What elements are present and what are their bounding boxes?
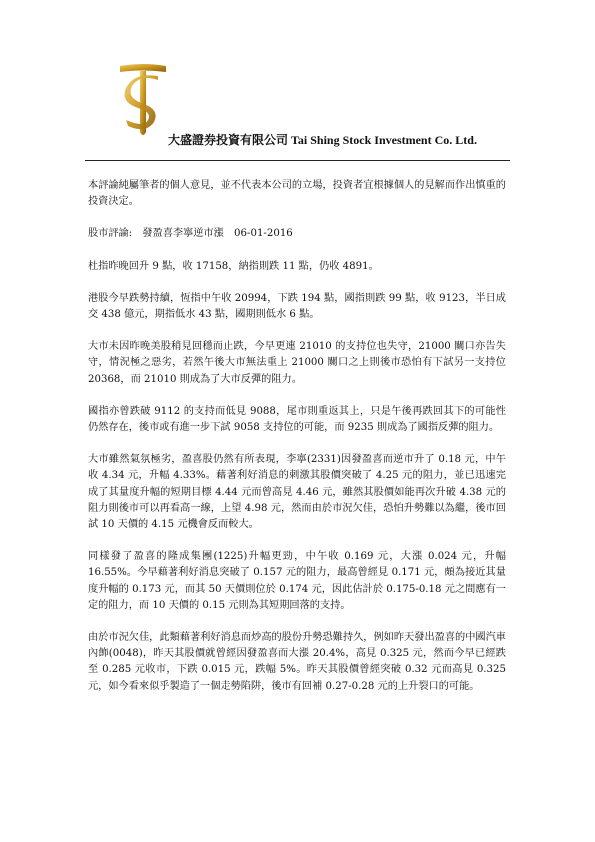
header-divider xyxy=(85,160,510,161)
paragraph: 由於市況欠佳，此類藉著利好消息而炒高的股份升勢恐難持久，例如昨天發出盈喜的中國汽車內飾(0048)，昨天其股價就曾經因發盈喜而大漲 20.4%，高見 0.325 元，然而今早已經跌至 0.285 元收市，下跌 0.015 元，跌幅 5%。昨天其股價曾經突破 0.32 元而高見 0.325 元，如今看來似乎製造了一個走勢陷阱，後市有回補 0.27-0.28 元的上升裂口的可能。 xyxy=(88,632,506,692)
company-name-en: Tai Shing Stock Investment Co. Ltd. xyxy=(291,133,477,147)
paragraph: 港股今早跌勢持續，恆指中午收 20994，下跌 194 點，國指則跌 99 點，收 9123，半日成交 438 億元，期指低水 43 點，國期則低水 6 點。 xyxy=(88,292,506,321)
paragraph: 大市未因昨晚美股稍見回穩而止跌，今早更連 21010 的支持位也失守，21000 關口亦告失守，情況極之惡劣，若然午後大市無法重上 21000 關口之上則後市恐怕有下試另一支持位 20368，而 21010 則成為了大市反彈的阻力。 xyxy=(88,341,506,385)
company-name xyxy=(168,131,477,148)
article-title: 股市評論: 發盈喜李寧逆市漲 06-01-2016 xyxy=(88,228,293,240)
paragraph: 杜指昨晚回升 9 點，收 17158，納指則跌 11 點，仍收 4891。 xyxy=(88,260,379,272)
paragraph: 大市雖然氣氛極劣，盈喜股仍然有所表現，李寧(2331)因發盈喜而逆市升了 0.18 元，中午收 4.34 元，升幅 4.33%。藉著利好消息的刺激其股價突破了 4.25 元的阻力，並已迅速完成了其量度升幅的短期目標 4.44 元而曾高見 4.46 元，雖然其股價如能再次升破 4.38 元的阻力則後市可以再看高一線，上望 4.98 元，然而由於市況欠佳，恐怕升勢難以為繼，後市回試 10 天價的 4.15 元機會反而較大。 xyxy=(88,454,506,531)
disclaimer-text: 本評論純屬筆者的個人意見，並不代表本公司的立場，投資者宜根據個人的見解而作出慎重的投資決定。 xyxy=(88,180,506,208)
paragraph: 同樣發了盈喜的隆成集團(1225)升幅更勁，中午收 0.169 元，大漲 0.024 元，升幅 16.55%。今早藉著利好消息突破了 0.157 元的阻力，最高曾經見 0.171 元，頗為接近其量度升幅的 0.173 元，而其 50 天價則位於 0.174 元，因此估計於 0.175-0.18 元之間應有一定的阻力，而 10 天價的 0.15 元則為其短期回落的支持。 xyxy=(88,551,506,611)
article-body xyxy=(88,178,506,711)
ts-monogram-logo-icon xyxy=(118,62,168,142)
paragraph: 國指亦曾跌破 9112 的支持而低見 9088，尾市則重返其上，只是午後再跌回其下的可能性仍然存在，後市或有進一步下試 9058 支持位的可能，而 9235 則成為了國指反彈的阻力。 xyxy=(88,405,506,434)
company-name-cn: 大盛證券投資有限公司 xyxy=(168,133,289,147)
